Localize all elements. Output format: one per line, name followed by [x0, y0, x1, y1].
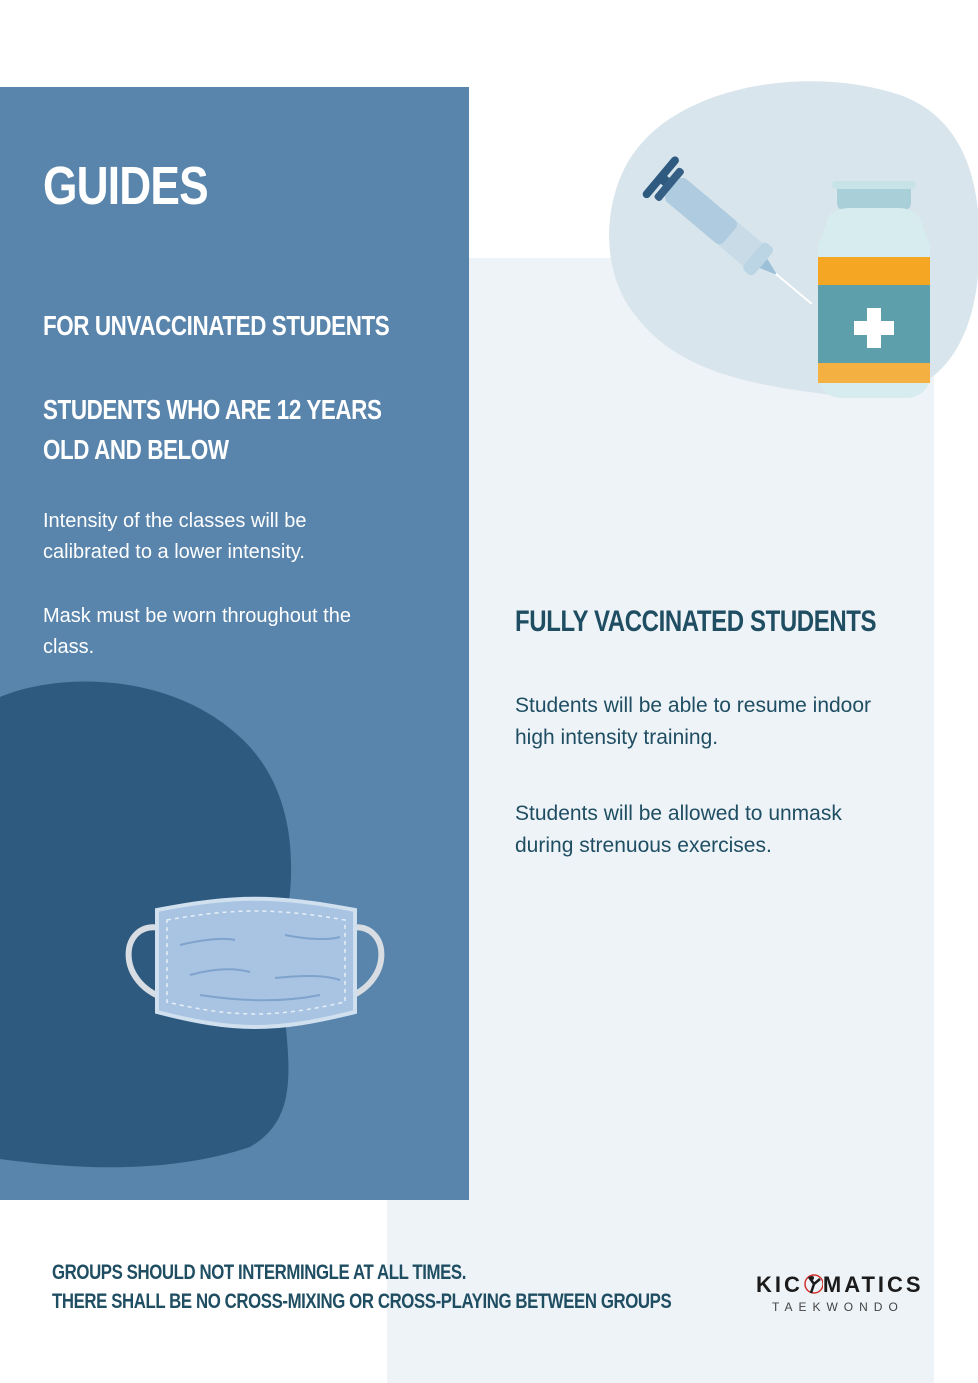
kicmatics-logo: [756, 1272, 926, 1322]
vaccine-illustration: [600, 75, 978, 405]
footer-line-1: GROUPS SHOULD NOT INTERMINGLE AT ALL TIMES.: [52, 1261, 466, 1284]
intensity-paragraph: Intensity of the classes will be calibrated to a lower intensity.: [43, 510, 307, 563]
unvaccinated-heading: FOR UNVACCINATED STUDENTS: [43, 310, 390, 341]
logo-text-part2: MATICS: [822, 1272, 924, 1297]
age-subheading: STUDENTS WHO ARE 12 YEARS OLD AND BELOW: [43, 394, 382, 465]
footer-line-2: THERE SHALL BE NO CROSS-MIXING OR CROSS-PLAYING BETWEEN GROUPS: [52, 1290, 672, 1313]
footer-notice: [52, 1258, 671, 1316]
vaccine-vial-icon: [818, 181, 930, 398]
vaccinated-heading: FULLY VACCINATED STUDENTS: [515, 605, 877, 638]
mask-paragraph: Mask must be worn throughout the class.: [43, 605, 351, 658]
logo-text-part1: KIC: [756, 1272, 803, 1297]
page-title: GUIDES: [43, 156, 208, 216]
kicker-icon: [803, 1273, 823, 1295]
unmask-paragraph: Students will be allowed to unmask during strenuous exercises.: [515, 802, 842, 857]
face-mask-icon: [115, 890, 395, 1030]
resume-training-paragraph: Students will be able to resume indoor high intensity training.: [515, 694, 872, 749]
logo-tagline: TAEKWONDO: [772, 1300, 904, 1314]
